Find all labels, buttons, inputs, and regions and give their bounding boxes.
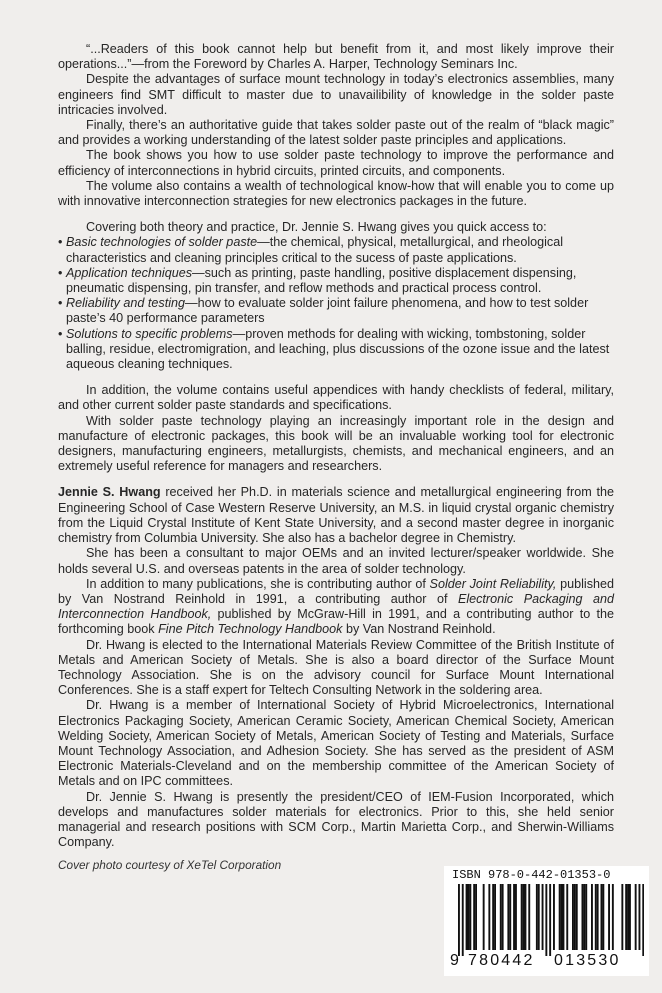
isbn-label: ISBN 978-0-442-01353-0: [452, 868, 611, 882]
author-publications: [58, 577, 614, 638]
pub-text: by Van Nostrand Reinhold.: [342, 622, 496, 637]
author-bio: Dr. Hwang is a member of International Society of Hybrid Microelectronics, International Electronics Packaging Society, American Ceramic Society, American Chemical Society, American Welding Society, American Society of Metals, American Society of Testing and Materials, Surface Mount Technology Association, and Adhesion Society. She has served as the president of ASM Electronic Materials-Cleveland and on the membership committee of the American Society of Metals and on IPC committees.: [58, 698, 614, 789]
barcode-icon: [450, 884, 644, 956]
list-item-term: Application techniques: [66, 265, 193, 280]
isbn-barcode: [444, 866, 649, 976]
bullet-icon: •: [58, 296, 63, 311]
pub-text: published by Van Nostrand Reinhold in 1991, a contributing author of: [58, 576, 614, 606]
topic-list: [58, 235, 614, 372]
list-item: [58, 296, 614, 326]
bullet-icon: •: [58, 235, 63, 250]
author-bio: Dr. Jennie S. Hwang is presently the president/CEO of IEM-Fusion Incorporated, which develops and manufactures solder materials for electronics. Prior to this, she held senior managerial and research positions with SCM Corp., Martin Marietta Corp., and Sherwin-Williams Company.: [58, 789, 614, 850]
foreword-quote: “...Readers of this book cannot help but benefit from it, and most likely improve their operations...”—from the Foreword by Charles A. Harper, Technology Seminars Inc.: [58, 42, 614, 72]
list-item: [58, 266, 614, 296]
list-item-text: —proven methods for dealing with wicking, tombstoning, solder balling, residue, electromigration, and leaching, plus discussions of the ozone issue and the latest aqueous cleaning techniques.: [66, 326, 610, 372]
barcode-digits-right: 013530: [554, 952, 621, 969]
list-item-term: Solutions to specific problems: [66, 326, 233, 341]
barcode-digits-left: 780442: [468, 952, 535, 969]
list-item: [58, 235, 614, 265]
bullet-icon: •: [58, 326, 63, 341]
author-bio-text: received her Ph.D. in materials science and metallurgical engineering from the Engineering School of Case Western Reserve University, an M.S. in liquid crystal organic chemistry from the Liquid Crystal Institute of Kent State University, and a second master degree in inorganic chemistry from Columbia University. She also has a bachelor degree in Chemistry.: [58, 485, 614, 546]
list-item-term: Reliability and testing: [66, 296, 186, 311]
author-name: Jennie S. Hwang: [58, 485, 161, 500]
intro-paragraph: Despite the advantages of surface mount technology in today’s electronics assemblies, many engineers find SMT difficult to master due to unavailibility of knowledge in the solder paste intricacies involved.: [58, 72, 614, 117]
list-item-term: Basic technologies of solder paste: [66, 235, 258, 250]
intro-paragraph: The book shows you how to use solder paste technology to improve the performance and efficiency of interconnections in hybrid circuits, printed circuits, and components.: [58, 148, 614, 178]
book-title: Solder Joint Reliability,: [429, 576, 557, 591]
barcode-digit-first: 9: [450, 952, 459, 969]
intro-paragraph: The volume also contains a wealth of technological know-how that will enable you to come up with innovative interconnection strategies for new electronics packages in the future.: [58, 178, 614, 209]
photo-credit: Cover photo courtesy of XeTel Corporation: [58, 858, 282, 872]
back-cover-text: [58, 42, 614, 850]
intro-paragraph: Finally, there’s an authoritative guide that takes solder paste out of the realm of “black magic” and provides a working understanding of the latest solder paste principles and applications.: [58, 118, 614, 148]
list-item-text: —such as printing, paste handling, positive displacement dispensing, pneumatic dispensing, pin transfer, and reflow methods and practical process control.: [66, 265, 577, 296]
list-item: [58, 327, 614, 373]
summary-paragraph: With solder paste technology playing an increasingly important role in the design and manufacture of electronic packages, this book will be an invaluable working tool for electronic designers, manufacturing engineers, metallurgists, chemists, and mechanical engineers, and an extremely useful reference for managers and researchers.: [58, 413, 614, 474]
author-bio: Dr. Hwang is elected to the International Materials Review Committee of the British Institute of Metals and American Society of Metals. She is also a board director of the Surface Mount Technology Association. She is on the advisory council for Surface Mount International Conferences. She is a staff expert for Teltech Consulting Network in the soldering area.: [58, 637, 614, 698]
bullet-icon: •: [58, 265, 63, 280]
book-title: Fine Pitch Technology Handbook: [158, 622, 343, 637]
author-bio: She has been a consultant to major OEMs and an invited lecturer/speaker worldwide. She holds several U.S. and overseas patents in the area of solder technology.: [58, 546, 614, 576]
list-item-text: —the chemical, physical, metallurgical, and rheological characteristics and cleaning principles critical to the sucess of paste applications.: [66, 235, 564, 265]
author-bio: [58, 485, 614, 546]
pub-text: In addition to many publications, she is contributing author of: [86, 576, 430, 591]
list-item-text: —how to evaluate solder joint failure phenomena, and how to test solder paste’s 40 performance parameters: [66, 296, 589, 326]
appendix-paragraph: In addition, the volume contains useful appendices with handy checklists of federal, military, and other current solder paste standards and specifications.: [58, 383, 614, 413]
pub-text: published by McGraw-Hill in 1991, and a contributing author to the forthcoming book: [58, 607, 614, 637]
access-lead: Covering both theory and practice, Dr. Jennie S. Hwang gives you quick access to:: [86, 220, 547, 235]
book-title: Electronic Packaging and Interconnection Handbook,: [58, 591, 614, 622]
